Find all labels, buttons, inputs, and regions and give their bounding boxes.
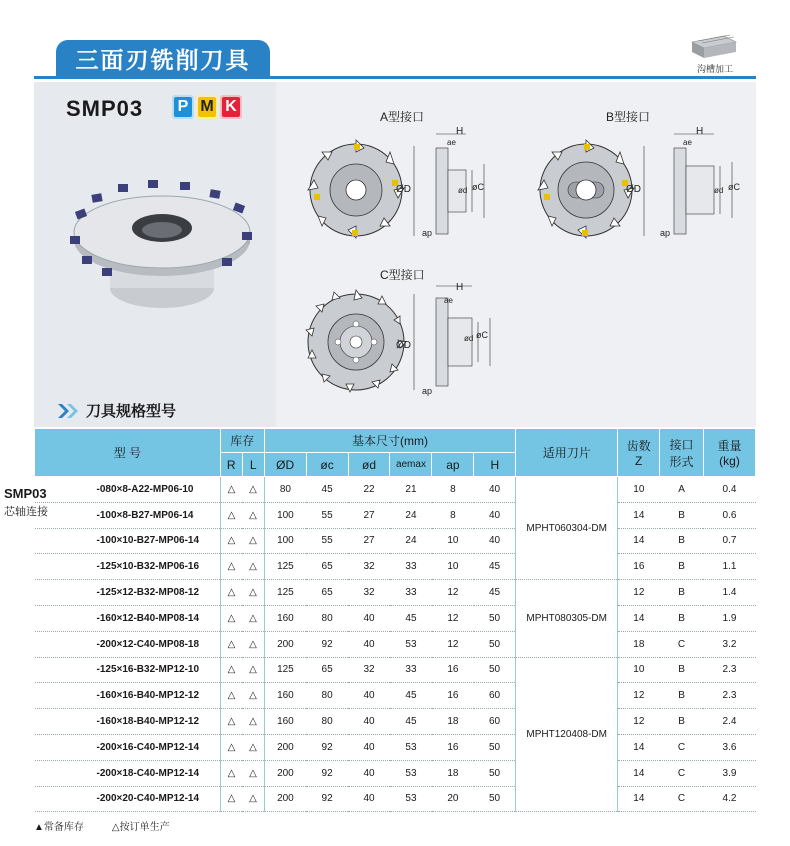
cell-r: △ [220,554,242,580]
cell-ae: 24 [390,528,432,554]
header-ap: ap [432,453,474,477]
cell-type: A [660,477,704,503]
label-b-interface: B型接口 [606,110,651,124]
table-row [35,528,756,554]
table-row [35,477,756,503]
cell-ap: 16 [432,734,474,760]
cell-d: 40 [348,683,390,709]
cell-h: 50 [474,760,516,786]
badge-p: P [172,95,194,119]
cell-D: 200 [264,786,306,812]
label-b-od: ød [714,186,724,195]
cell-h: 45 [474,554,516,580]
cell-type: B [660,528,704,554]
cell-ae: 53 [390,734,432,760]
cell-z: 12 [618,683,660,709]
label-a-oc: øC [472,182,484,192]
legend-order: △按订单生产 [111,822,170,833]
label-b-ae: ae [683,138,692,147]
cell-insert: MPHT060304-DM [516,477,618,580]
cell-D: 200 [264,760,306,786]
cell-h: 60 [474,709,516,735]
cell-kg: 1.9 [703,605,755,631]
table-row [35,734,756,760]
cell-type: B [660,657,704,683]
corner-label: 沟槽加工 [696,64,733,74]
section-title-text: 刀具规格型号 [86,403,177,420]
label-c-interface: C型接口 [380,268,425,282]
cell-h: 40 [474,502,516,528]
cell-ae: 33 [390,554,432,580]
cell-type: C [660,631,704,657]
cell-r: △ [220,631,242,657]
cell-h: 40 [474,477,516,503]
cell-h: 40 [474,528,516,554]
cell-D: 125 [264,554,306,580]
cell-c: 45 [306,477,348,503]
label-c-od: ød [464,334,474,343]
cell-l: △ [242,605,264,631]
cell-l: △ [242,631,264,657]
cell-d: 40 [348,734,390,760]
badge-m: M [196,95,218,119]
cell-type: B [660,502,704,528]
cell-ap: 18 [432,709,474,735]
product-photo-area [34,82,276,427]
cell-kg: 2.4 [703,709,755,735]
cell-model: -160×12-B40-MP08-14 [35,605,221,631]
header-ae: aemax [390,453,432,477]
cell-insert: MPHT080305-DM [516,580,618,657]
cell-c: 92 [306,786,348,812]
cell-h: 50 [474,605,516,631]
cell-model: -125×12-B32-MP08-12 [35,580,221,606]
cell-z: 14 [618,734,660,760]
cell-kg: 3.6 [703,734,755,760]
cell-model: -160×18-B40-MP12-12 [35,709,221,735]
cell-D: 200 [264,734,306,760]
cell-ap: 12 [432,580,474,606]
cell-c: 80 [306,605,348,631]
cell-kg: 1.4 [703,580,755,606]
label-c-ae: ae [444,296,453,305]
badge-k: K [220,95,242,119]
cell-z: 18 [618,631,660,657]
cell-r: △ [220,683,242,709]
cell-ae: 53 [390,631,432,657]
product-panel [34,82,756,427]
cell-type: B [660,605,704,631]
cell-l: △ [242,657,264,683]
cell-c: 65 [306,580,348,606]
cell-h: 45 [474,580,516,606]
cell-c: 92 [306,760,348,786]
cell-D: 80 [264,477,306,503]
cell-ap: 8 [432,477,474,503]
cell-z: 14 [618,786,660,812]
table-row [35,580,756,606]
cell-ap: 18 [432,760,474,786]
cell-r: △ [220,760,242,786]
cell-ae: 24 [390,502,432,528]
header-interface: 接口 形式 [660,429,704,477]
cell-D: 125 [264,580,306,606]
cell-r: △ [220,734,242,760]
cell-kg: 4.2 [703,786,755,812]
legend-stock: ▲常备库存 [34,822,84,833]
double-chevron-icon [58,404,80,418]
cell-D: 125 [264,657,306,683]
cell-ae: 33 [390,657,432,683]
label-a-ap: ap [422,228,433,238]
table-row [35,760,756,786]
cell-type: B [660,554,704,580]
cell-l: △ [242,477,264,503]
cell-r: △ [220,528,242,554]
cell-ae: 45 [390,709,432,735]
header-d: ød [348,453,390,477]
interface-diagrams [276,82,756,427]
cell-ap: 10 [432,554,474,580]
model-title: SMP03 [66,96,144,121]
header-teeth: 齿数 Z [618,429,660,477]
cell-z: 14 [618,760,660,786]
label-c-h: H [456,282,464,293]
cell-l: △ [242,760,264,786]
cell-model: -100×10-B27-MP06-14 [35,528,221,554]
cell-kg: 0.7 [703,528,755,554]
cell-model: -125×16-B32-MP12-10 [35,657,221,683]
cell-r: △ [220,709,242,735]
footer-legend [34,818,170,833]
spec-table [34,428,756,812]
cell-r: △ [220,786,242,812]
cell-ae: 53 [390,786,432,812]
table-row [35,631,756,657]
label-a-interface: A型接口 [380,110,425,124]
tool-photo [62,170,262,320]
header-weight: 重量 (kg) [703,429,755,477]
cell-z: 10 [618,477,660,503]
cell-type: C [660,734,704,760]
cell-kg: 2.3 [703,657,755,683]
title-underline [34,76,756,79]
cell-type: C [660,760,704,786]
cell-l: △ [242,683,264,709]
table-row [35,605,756,631]
cell-z: 10 [618,657,660,683]
diagram-a-interface [294,122,494,246]
cell-d: 40 [348,605,390,631]
cell-model: -100×8-B27-MP06-14 [35,502,221,528]
cell-d: 32 [348,554,390,580]
cell-model: -200×12-C40-MP08-18 [35,631,221,657]
label-b-oc: øC [728,182,740,192]
cell-D: 100 [264,502,306,528]
cell-model: -125×10-B32-MP06-16 [35,554,221,580]
label-b-ap: ap [660,228,671,238]
cell-l: △ [242,554,264,580]
cell-d: 40 [348,786,390,812]
cell-kg: 3.2 [703,631,755,657]
cell-kg: 3.9 [703,760,755,786]
cell-c: 65 [306,554,348,580]
cell-d: 27 [348,502,390,528]
cell-z: 16 [618,554,660,580]
header-l: L [242,453,264,477]
cell-l: △ [242,786,264,812]
cell-D: 100 [264,528,306,554]
label-c-oc: øC [476,330,488,340]
header-model: 型 号 [35,429,221,477]
cell-z: 14 [618,528,660,554]
cell-r: △ [220,657,242,683]
table-row [35,709,756,735]
cell-ae: 53 [390,760,432,786]
cell-l: △ [242,709,264,735]
cell-ae: 45 [390,605,432,631]
page-title: 三面刃铣削刀具 [56,40,270,76]
header-c: øc [306,453,348,477]
label-a-od: ød [458,186,468,195]
cell-type: C [660,786,704,812]
cell-kg: 2.3 [703,683,755,709]
cell-z: 14 [618,605,660,631]
cell-D: 160 [264,683,306,709]
cell-ap: 12 [432,605,474,631]
cell-d: 40 [348,631,390,657]
cell-l: △ [242,502,264,528]
cell-D: 160 [264,605,306,631]
cell-type: B [660,580,704,606]
cell-d: 22 [348,477,390,503]
cell-d: 40 [348,760,390,786]
cell-model: -200×18-C40-MP12-14 [35,760,221,786]
cell-c: 80 [306,683,348,709]
cell-type: B [660,709,704,735]
cell-ap: 10 [432,528,474,554]
cell-d: 40 [348,709,390,735]
cell-l: △ [242,734,264,760]
cell-c: 65 [306,657,348,683]
cell-r: △ [220,477,242,503]
cell-z: 12 [618,580,660,606]
header-basic: 基本尺寸(mm) [264,429,516,453]
cell-insert: MPHT120408-DM [516,657,618,812]
label-b-d: ØD [626,184,641,195]
cell-c: 92 [306,631,348,657]
series-name: SMP03 [4,486,47,501]
cell-D: 160 [264,709,306,735]
cell-r: △ [220,580,242,606]
label-a-d: ØD [396,184,411,195]
cell-l: △ [242,580,264,606]
cell-ae: 21 [390,477,432,503]
cell-c: 80 [306,709,348,735]
label-a-h: H [456,126,464,137]
header-D: ØD [264,453,306,477]
label-b-h: H [696,126,704,137]
label-c-d: ØD [396,340,411,351]
cell-z: 14 [618,502,660,528]
cell-model: -200×16-C40-MP12-14 [35,734,221,760]
cell-r: △ [220,502,242,528]
cell-d: 32 [348,657,390,683]
cell-l: △ [242,528,264,554]
table-row [35,786,756,812]
cell-c: 92 [306,734,348,760]
label-a-ae: ae [447,138,456,147]
cell-z: 12 [618,709,660,735]
cell-h: 50 [474,786,516,812]
groove-machining-icon [688,32,738,60]
table-row [35,502,756,528]
cell-D: 200 [264,631,306,657]
cell-kg: 0.6 [703,502,755,528]
series-subtitle: 芯轴连接 [4,506,48,518]
header-r: R [220,453,242,477]
cell-type: B [660,683,704,709]
cell-h: 50 [474,734,516,760]
cell-d: 27 [348,528,390,554]
cell-h: 50 [474,657,516,683]
cell-ae: 33 [390,580,432,606]
cell-model: -160×16-B40-MP12-12 [35,683,221,709]
table-row [35,683,756,709]
cell-h: 50 [474,631,516,657]
cell-c: 55 [306,502,348,528]
cell-r: △ [220,605,242,631]
cell-model: -200×20-C40-MP12-14 [35,786,221,812]
table-row [35,554,756,580]
cell-ap: 12 [432,631,474,657]
label-c-ap: ap [422,386,433,396]
cell-ap: 8 [432,502,474,528]
cell-d: 32 [348,580,390,606]
cell-ap: 16 [432,657,474,683]
cell-c: 55 [306,528,348,554]
section-title [58,400,176,421]
header-stock: 库存 [220,429,264,453]
cell-ap: 20 [432,786,474,812]
table-row [35,657,756,683]
header-h: H [474,453,516,477]
cell-ap: 16 [432,683,474,709]
header-insert: 适用刀片 [516,429,618,477]
cell-ae: 45 [390,683,432,709]
cell-kg: 1.1 [703,554,755,580]
cell-h: 60 [474,683,516,709]
cell-kg: 0.4 [703,477,755,503]
cell-model: -080×8-A22-MP06-10 [35,477,221,503]
